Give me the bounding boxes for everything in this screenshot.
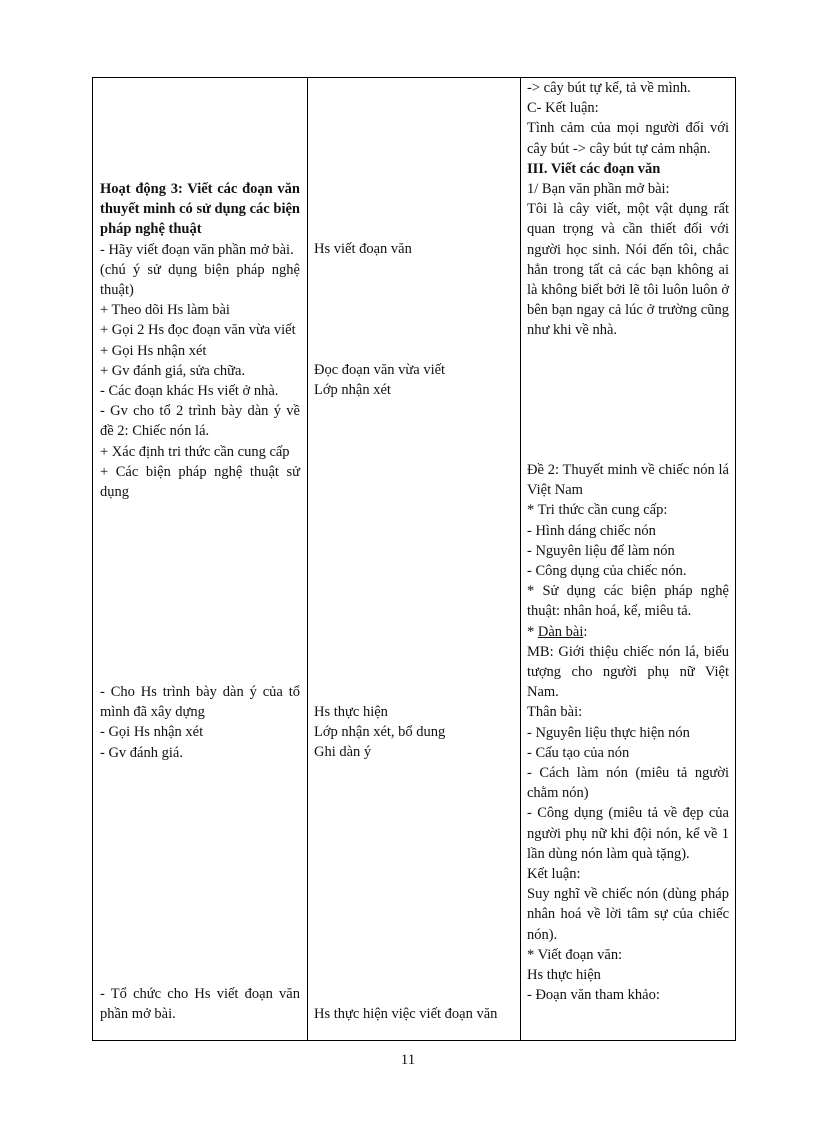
column-divider-1 [307, 78, 308, 1040]
col3-line-c5: * Sử dụng các biện pháp nghệ thuật: nhân hoá, kể, miêu tả. [527, 583, 729, 620]
activity-3-heading: Hoạt động 3: Viết các đoạn văn thuyết minh có sử dụng các biện pháp nghệ thuật [100, 181, 300, 238]
col3-line-d1: Thân bài: [527, 704, 583, 721]
col3-line-c1: * Tri thức cần cung cấp: [527, 502, 668, 519]
col1-line-a8: + Xác định tri thức cần cung cấp [100, 443, 290, 460]
lesson-table [92, 77, 736, 1041]
col2-item4: Hs thực hiện [314, 704, 388, 720]
outline-label: Dàn bài [537, 623, 584, 640]
col3-line-a0: -> cây bút tự kể, tả về mình. [527, 80, 691, 96]
col3-line-d6: Kết luận: [527, 866, 581, 883]
col2-item7: Hs thực hiện việc viết đoạn văn [314, 1006, 498, 1022]
col3-line-b1: Tôi là cây viết, một vật dụng rất quan trọng và cần thiết đối với người học sinh. Nói đến tôi, chắc hẳn trong tất cả các bạn không ai là không biết bởi lẽ tôi luôn luôn ở bên bạn ngay cả lúc ở trường cũng như khi về nhà. [527, 201, 729, 339]
col1-line-a7: - Gv cho tổ 2 trình bày dàn ý về đề 2: Chiếc nón lá. [100, 403, 300, 440]
col2-item5: Lớp nhận xét, bổ dung [314, 724, 446, 741]
col1-line-b2: - Gv đánh giá. [100, 744, 183, 761]
col2-item2: Đọc đoạn văn vừa viết [314, 362, 446, 378]
col1-line-a3: + Gọi 2 Hs đọc đoạn văn vừa viết [100, 322, 296, 339]
column-divider-2 [520, 78, 521, 1040]
col2-item3: Lớp nhận xét [314, 382, 391, 399]
col1-line-b1: - Gọi Hs nhận xét [100, 724, 204, 741]
col3-line-c4: - Công dụng của chiếc nón. [527, 563, 687, 580]
col3-line-c3: - Nguyên liệu để làm nón [527, 542, 675, 559]
col3-line-c2: - Hình dáng chiếc nón [527, 522, 656, 539]
page-number: 11 [400, 1052, 416, 1068]
col3-line-b0: 1/ Bạn văn phần mở bài: [527, 181, 670, 198]
col2-item6: Ghi dàn ý [314, 744, 372, 761]
col1-line-a0: - Hãy viết đoạn văn phần mở bài. [100, 241, 294, 258]
col3-line-d0: MB: Giới thiệu chiếc nón lá, biểu tượng cho người phụ nữ Việt Nam. [527, 643, 729, 701]
col1-line-a6: - Các đoạn khác Hs viết ở nhà. [100, 383, 279, 400]
col3-line-d10: - Đoạn văn tham khảo: [527, 987, 660, 1004]
col3-line-d5: - Công dụng (miêu tả về đẹp của người phụ nữ khi đội nón, kể về 1 lần dùng nón làm quà tặng). [527, 805, 729, 862]
col3-line-d7: Suy nghĩ về chiếc nón (dùng pháp nhân hoá về lời tâm sự của chiếc nón). [527, 886, 729, 943]
col2-item1: Hs viết đoạn văn [314, 241, 412, 257]
outline-heading [527, 622, 729, 642]
col1-line-b0: - Cho Hs trình bày dàn ý của tổ mình đã xây dựng [100, 684, 300, 721]
col3-line-c0: Đề 2: Thuyết minh về chiếc nón lá Việt Nam [527, 462, 729, 499]
col3-line-a1: C- Kết luận: [527, 100, 599, 117]
col1-line-a9: + Các biện pháp nghệ thuật sử dụng [100, 463, 300, 501]
section-3-heading: III. Viết các đoạn văn [527, 160, 661, 177]
col3-line-a2: Tình cảm của mọi người đối với cây bút -> cây bút tự cảm nhận. [527, 120, 729, 157]
col1-line-a4: + Gọi Hs nhận xét [100, 342, 207, 359]
col3-line-d4: - Cách làm nón (miêu tả người chằm nón) [527, 765, 729, 802]
col1-line-a5: + Gv đánh giá, sửa chữa. [100, 362, 246, 379]
col1-line-a2: + Theo dõi Hs làm bài [100, 302, 230, 319]
col1-line-c0: - Tổ chức cho Hs viết đoạn văn phần mở bài. [100, 986, 300, 1023]
col3-line-d9: Hs thực hiện [527, 967, 601, 984]
col3-line-d2: - Nguyên liệu thực hiện nón [527, 724, 690, 741]
col1-line-a1: (chú ý sử dụng biện pháp nghệ thuật) [100, 261, 300, 299]
col3-line-d3: - Cấu tạo của nón [527, 744, 630, 761]
outline-colon: : [583, 623, 588, 640]
col3-line-d8: * Viết đoạn văn: [527, 946, 623, 963]
outline-star: * [527, 623, 538, 640]
